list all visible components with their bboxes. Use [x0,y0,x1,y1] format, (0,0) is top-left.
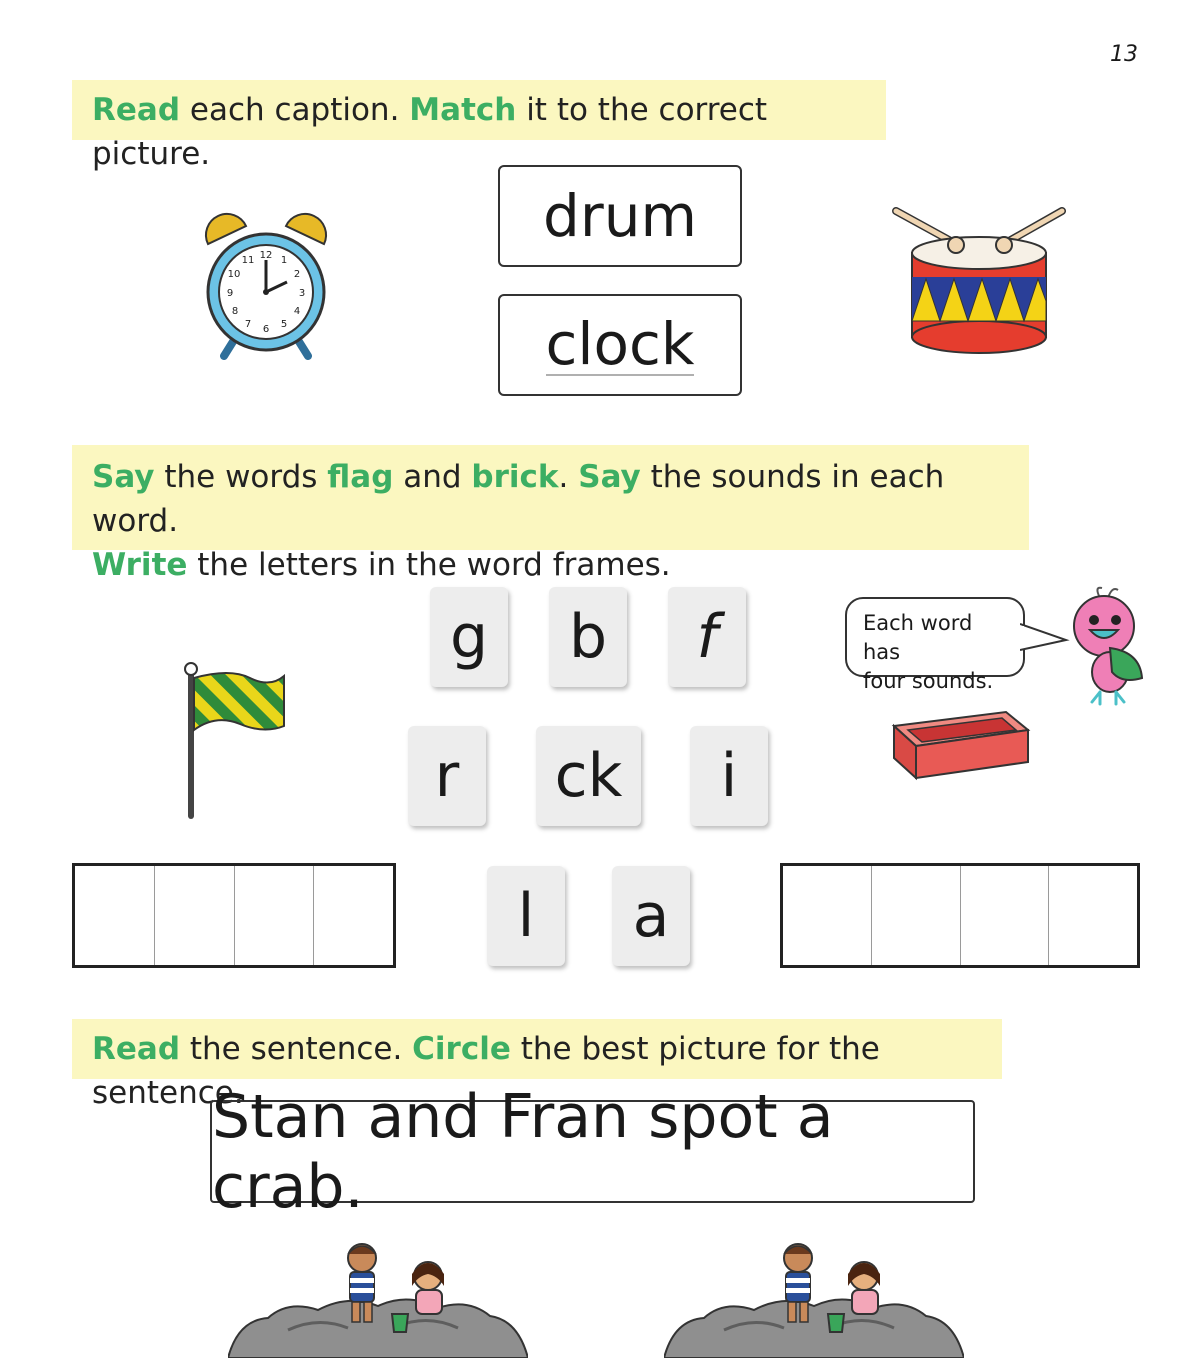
word-frame-brick[interactable] [780,863,1140,968]
svg-text:6: 6 [262,324,270,335]
svg-text:1: 1 [280,255,288,266]
letter-tile-g[interactable] [430,587,508,687]
frame-cell[interactable] [961,866,1050,965]
svg-text:3: 3 [298,288,306,299]
instruction-segment: Match [409,92,517,128]
instruction-segment: . [558,459,579,495]
frame-cell[interactable] [75,866,155,965]
instruction-segment: Circle [412,1031,511,1067]
tile-letter: i [720,741,738,811]
instruction-segment: and [393,459,472,495]
bird-mascot-icon [1064,584,1146,706]
children-on-rocks-icon[interactable] [228,1240,528,1358]
speech-line: four sounds. [863,669,994,693]
instruction-sounds [72,445,1029,583]
svg-text:2: 2 [293,269,301,280]
instruction-segment: the sentence. [180,1031,413,1067]
instruction-segment: it to the correct picture. [92,92,768,172]
instruction-segment: Read [92,1031,181,1067]
brick-icon[interactable] [890,700,1032,784]
alarm-clock-icon[interactable] [196,210,336,360]
instruction-line-1 [92,455,1009,543]
tile-letter: g [449,602,489,672]
svg-text:11: 11 [241,255,255,266]
sentence-box [210,1081,975,1222]
instruction-match [72,80,886,172]
letter-tile-f[interactable] [668,587,746,687]
caption-clock[interactable] [498,294,742,396]
tile-letter: l [517,881,535,951]
caption-text: clock [545,310,695,378]
letter-tile-b[interactable] [549,587,627,687]
svg-text:9: 9 [226,288,234,299]
svg-text:4: 4 [293,306,301,317]
tile-letter: a [632,881,670,951]
svg-text:7: 7 [244,319,252,330]
instruction-segment: flag [327,459,394,495]
letter-tile-a[interactable] [612,866,690,966]
page-number: 13 [1110,42,1138,67]
letter-tile-l[interactable] [487,866,565,966]
instruction-segment: the words [154,459,328,495]
svg-text:12: 12 [259,250,273,261]
instruction-segment: Write [92,547,188,583]
word-frame-flag[interactable] [72,863,396,968]
letter-tile-r[interactable] [408,726,486,826]
instruction-segment: Read [92,92,181,128]
speech-bubble [845,597,1025,693]
instruction-circle [72,1019,1002,1111]
caption-text: drum [543,182,697,250]
svg-text:8: 8 [231,306,239,317]
speech-line: Each word has [863,611,973,664]
frame-cell[interactable] [155,866,235,965]
sentence-text: Stan and Fran spot a crab. [212,1081,834,1222]
instruction-segment: the best picture for the sentence. [92,1031,880,1111]
instruction-segment: brick [471,459,559,495]
tile-letter: f [696,602,718,672]
instruction-line-2 [92,543,1009,587]
frame-cell[interactable] [783,866,872,965]
instruction-segment: the sounds in each word. [92,459,945,539]
tile-letter: b [568,602,608,672]
tile-letter: ck [554,741,623,811]
tile-letter: r [434,741,460,811]
svg-text:5: 5 [280,319,288,330]
letter-tile-i[interactable] [690,726,768,826]
caption-drum[interactable] [498,165,742,267]
frame-cell[interactable] [1049,866,1137,965]
instruction-segment: Say [92,459,155,495]
flag-icon[interactable] [180,660,290,822]
letter-tile-ck[interactable] [536,726,641,826]
svg-text:10: 10 [227,269,241,280]
frame-cell[interactable] [314,866,393,965]
instruction-segment: the letters in the word frames. [187,547,671,583]
children-on-rocks-icon[interactable] [664,1240,964,1358]
speech-bubble-tail [1020,618,1070,658]
frame-cell[interactable] [872,866,961,965]
instruction-segment: Say [578,459,641,495]
frame-cell[interactable] [235,866,315,965]
drum-icon[interactable] [890,205,1070,365]
instruction-segment: each caption. [180,92,410,128]
